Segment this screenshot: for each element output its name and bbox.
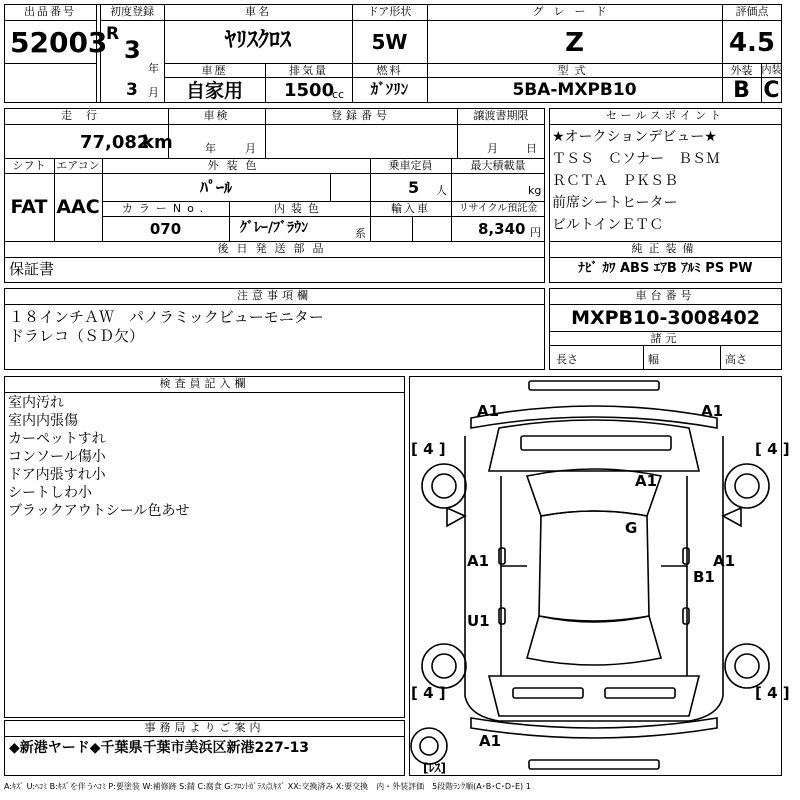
- transfer-header: 譲渡書期限: [473, 109, 529, 122]
- mark-front-right: A1: [701, 402, 724, 420]
- chassis-header: 車台番号: [635, 289, 696, 302]
- sales-point-header: セールスポイント: [605, 109, 725, 122]
- score: 4.5: [728, 28, 776, 58]
- reg-year: 3: [124, 36, 141, 64]
- inspector-note: シートしわ小: [8, 485, 92, 501]
- first-reg-header: 初度登録: [110, 5, 154, 18]
- mark-roof: A1: [635, 472, 658, 490]
- mark-left-rear-door: U1: [467, 612, 490, 630]
- genuine-header: 純正装備: [631, 242, 700, 255]
- history-header: 車歴: [201, 64, 228, 77]
- history: 自家用: [185, 80, 243, 102]
- sales-point-item: 前席シートヒーター: [552, 195, 678, 211]
- sales-point-item: ＴＳＳ Ｃソナー ＢＳＭ: [552, 151, 720, 167]
- notes-line: １８インチＡＷ パノラミックビューモニター: [9, 308, 324, 326]
- chassis-number: MXPB10-3008402: [571, 307, 760, 329]
- exterior-grade: B: [733, 78, 750, 103]
- tire-mark-front-right: [ 4 ]: [755, 440, 790, 458]
- door-type: 5W: [371, 30, 408, 54]
- ext-color-header: 外装色: [207, 159, 265, 172]
- spec-length: 長さ: [556, 353, 578, 366]
- month-unit: 月: [148, 86, 159, 99]
- recycle: 8,340: [478, 220, 526, 238]
- lot-header: 出品番号: [24, 5, 76, 18]
- shift-header: シフト: [12, 159, 46, 172]
- grade: Z: [565, 28, 584, 58]
- mark-left-front-door: A1: [467, 552, 490, 570]
- tire-mark-rear-right: [ 4 ]: [755, 684, 790, 702]
- lot-number: 52003: [10, 26, 108, 59]
- color-no-header: カラーNo.: [121, 202, 210, 215]
- inspector-note: カーペットすれ: [8, 431, 106, 447]
- sales-point-list: [552, 129, 780, 239]
- ext-color: ﾊﾟｰﾙ: [199, 178, 232, 197]
- specs-header: 諸元: [650, 332, 681, 345]
- import-header: 輸入車: [391, 202, 430, 215]
- aircon: AAC: [56, 196, 100, 218]
- sales-point-item: ＲＣＴＡ ＰＫＳＢ: [552, 173, 678, 189]
- displacement: 1500: [284, 80, 335, 101]
- office-note: ◆新港ヤード◆千葉県千葉市美浜区新港227-13: [9, 740, 310, 756]
- year-unit: 年: [148, 62, 159, 75]
- spec-width: 幅: [648, 353, 659, 366]
- reg-no-header: 登録番号: [331, 109, 391, 122]
- sales-point-item: ビルトインＥＴＣ: [552, 217, 664, 233]
- inspector-note: 室内内張傷: [8, 413, 78, 429]
- inspector-note: 室内汚れ: [8, 395, 64, 411]
- later-parts: 保証書: [9, 260, 55, 278]
- exterior-header: 外装: [730, 64, 753, 77]
- tire-mark-rear-left: [ 4 ]: [411, 684, 446, 702]
- grade-header: グレード: [532, 5, 617, 18]
- capacity: 5: [408, 178, 420, 197]
- score-header: 評価点: [735, 5, 769, 18]
- fuel: ｶﾞｿﾘﾝ: [370, 80, 409, 98]
- interior-grade: C: [763, 78, 780, 103]
- interior-header: 内装: [761, 65, 782, 76]
- recycle-header: リサイクル預託金: [458, 203, 538, 214]
- mileage: 77,082: [80, 132, 150, 153]
- aircon-header: エアコン: [56, 159, 100, 172]
- tire-mark-front-left: [ 4 ]: [411, 440, 446, 458]
- mark-right-front-door-b: B1: [693, 568, 715, 586]
- genuine-equipment: ﾅﾋﾞ ｶﾜ ABS ｴｱB ｱﾙﾐ PS PW: [578, 261, 753, 276]
- mark-windshield: G: [625, 519, 638, 537]
- max-load-header: 最大積載量: [470, 159, 526, 172]
- later-parts-header: 後日発送部品: [217, 242, 332, 255]
- inspector-header: 検査員記入欄: [159, 377, 250, 390]
- door-header: ドア形状: [367, 5, 412, 18]
- displacement-header: 排気量: [289, 64, 328, 77]
- mark-front-left: A1: [477, 402, 500, 420]
- shift: FAT: [10, 196, 48, 218]
- legend: A:ｷｽﾞ U:ﾍｺﾐ B:ｷｽﾞを伴うﾍｺﾐ P:要塗装 W:補修跡 S:錆 C:腐食 G:ﾌﾛﾝﾄｶﾞﾗｽ点ｷｽﾞ XX:交換済み X:要交換 内・外装評価 5段階ﾗﾝｸ順(A･B･C･D･E) 1: [4, 782, 531, 791]
- sales-point-item: ★オークションデビュー★: [552, 129, 717, 145]
- inspection-header: 車検: [203, 109, 230, 122]
- inspector-note: コンソール傷小: [8, 449, 106, 465]
- color-no: 070: [149, 220, 182, 238]
- inspector-note: ブラックアウトシール色あせ: [8, 503, 190, 519]
- cc-unit: cc: [332, 88, 345, 101]
- office-header: 事務局よりご案内: [144, 721, 265, 734]
- inspector-notes-list: [8, 395, 398, 521]
- int-color-header: 内装色: [274, 202, 325, 215]
- car-diagram: [409, 376, 790, 776]
- model: 5BA-MXPB10: [512, 80, 637, 100]
- mileage-unit: km: [142, 132, 173, 153]
- capacity-header: 乗車定員: [388, 159, 433, 172]
- spec-height: 高さ: [725, 353, 747, 366]
- era: R: [106, 24, 120, 44]
- reg-month: 3: [126, 80, 138, 100]
- inspector-note: ドア内張すれ小: [8, 467, 106, 483]
- model-header: 型式: [557, 64, 592, 77]
- car-name: ﾔﾘｽｸﾛｽ: [224, 28, 291, 53]
- mark-right-front-door: A1: [713, 552, 736, 570]
- mileage-header: 走行: [61, 109, 111, 122]
- notes-header: 注意事項欄: [237, 289, 312, 302]
- car-name-header: 車名: [245, 5, 271, 18]
- spare-tire-mark: [ﾚｽ]: [423, 761, 446, 775]
- notes-line: ドラレコ（ＳＤ欠）: [9, 327, 145, 345]
- fuel-header: 燃料: [376, 64, 403, 77]
- int-color: ｸﾞﾚｰ/ﾌﾞﾗｳﾝ: [240, 220, 309, 236]
- mark-rear-bumper: A1: [479, 732, 502, 750]
